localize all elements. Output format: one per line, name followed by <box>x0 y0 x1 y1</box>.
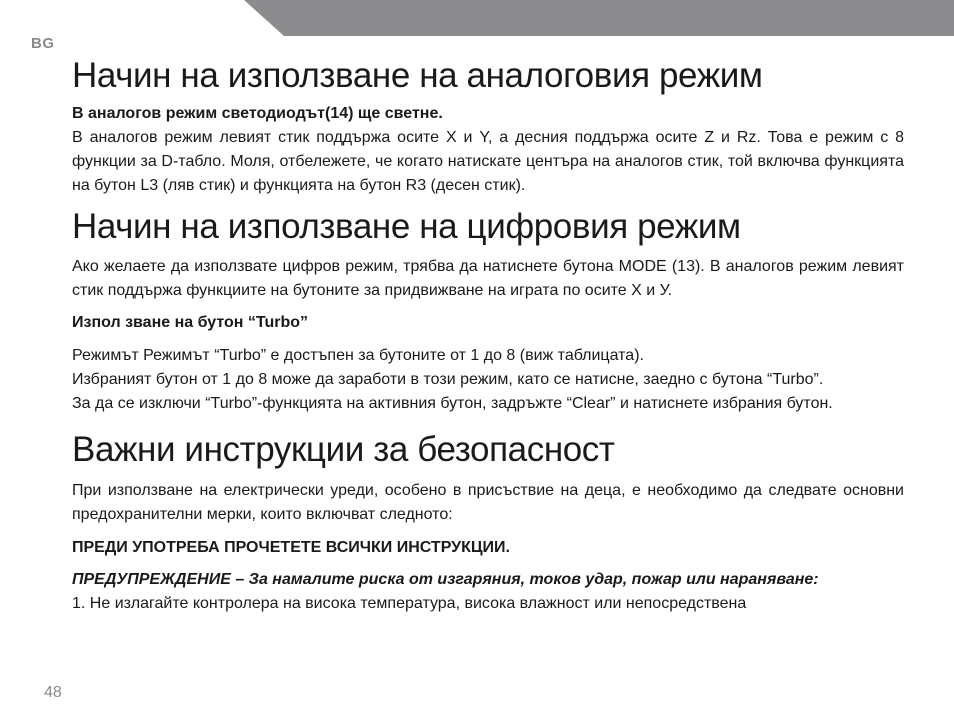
digital-mode-title: Начин на използване на цифровия режим <box>72 207 741 246</box>
language-tag: BG <box>31 35 55 52</box>
page-content <box>72 56 904 616</box>
turbo-heading: Изпол зване на бутон “Turbo” <box>72 314 308 331</box>
turbo-line-3: За да се изключи “Turbo”-функцията на активния бутон, задръжте “Clear” и натиснете избрания бутон. <box>72 395 833 412</box>
analog-mode-title: Начин на използване на аналоговия режим <box>72 56 763 95</box>
safety-title: Важни инструкции за безопасност <box>72 430 615 469</box>
analog-mode-body: В аналогов режим левият стик поддържа осите X и Y, а десния поддържа осите Z и Rz. Това е режим с 8 функции за D-табло. Моля, отбележете, че когато натискате центъра на аналогов стик, той включва функцията на бутон L3 (ляв стик) и функцията на бутон R3 (десен стик). <box>72 129 904 194</box>
read-instructions-notice: ПРЕДИ УПОТРЕБА ПРОЧЕТЕТЕ ВСИЧКИ ИНСТРУКЦИИ. <box>72 539 510 556</box>
analog-led-note: В аналогов режим светодиодът(14) ще светне. <box>72 105 443 122</box>
turbo-line-2: Избраният бутон от 1 до 8 може да заработи в този режим, като се натисне, заедно с бутона “Turbo”. <box>72 371 824 388</box>
turbo-line-1: Режимът Режимът “Turbo” е достъпен за бутоните от 1 до 8 (виж таблицата). <box>72 347 644 364</box>
header-band <box>244 0 954 36</box>
page-number: 48 <box>44 684 62 701</box>
safety-warning: ПРЕДУПРЕЖДЕНИЕ – За намалите риска от изгаряния, токов удар, пожар или нараняване: <box>72 571 819 588</box>
safety-intro: При използване на електрически уреди, особено в присъствие на деца, е необходимо да следвате основни предохранителни мерки, които включват следното: <box>72 482 904 523</box>
safety-item-1: 1. Не излагайте контролера на висока температура, висока влажност или непосредствена <box>72 595 747 612</box>
digital-mode-body: Ако желаете да използвате цифров режим, трябва да натиснете бутона MODE (13). В аналогов режим левият стик поддържа функциите на бутоните за придвижване на играта по осите X и У. <box>72 258 904 299</box>
